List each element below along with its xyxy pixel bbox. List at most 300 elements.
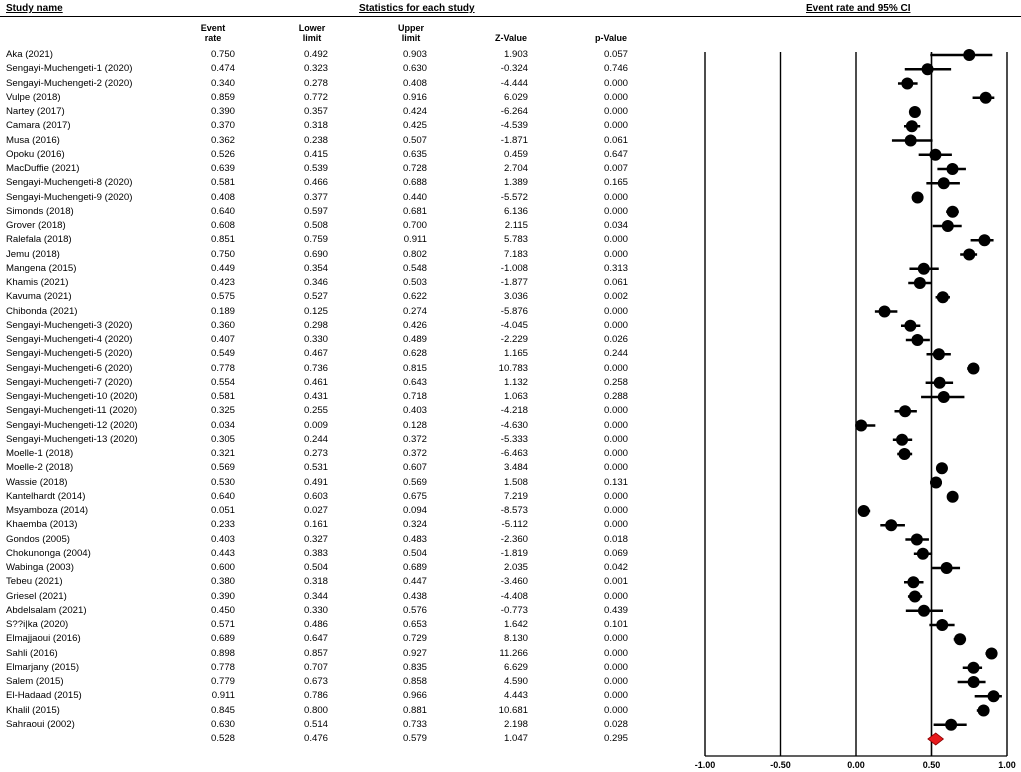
lower-limit-cell: 0.736	[303, 362, 328, 374]
upper-limit-cell: 0.681	[402, 205, 427, 217]
z-value-cell: 4.590	[503, 676, 528, 687]
lower-limit-cell: 0.327	[303, 533, 328, 545]
z-value-cell: 1.389	[503, 177, 528, 189]
study-name-cell: Sengayi-Muchengeti-7 (2020)	[6, 376, 133, 388]
upper-limit-cell: 0.548	[402, 262, 427, 274]
p-value-cell: 0.000	[603, 676, 628, 687]
study-name-cell: MacDuffie (2021)	[6, 163, 80, 174]
z-value-cell: 7.183	[503, 248, 528, 260]
upper-limit-cell: 0.903	[402, 49, 427, 60]
event-rate-cell: 0.581	[210, 391, 235, 402]
study-name-cell: Chibonda (2021)	[6, 305, 78, 317]
upper-limit-cell: 0.440	[402, 191, 427, 203]
study-name-cell: Sengayi-Muchengeti-6 (2020)	[6, 362, 133, 374]
event-rate-cell: 0.403	[210, 533, 235, 545]
z-value-cell: 2.704	[503, 163, 528, 174]
event-rate-cell: 0.600	[210, 562, 235, 573]
upper-limit-cell: 0.447	[402, 576, 427, 588]
point-estimate	[879, 306, 891, 318]
z-value-cell: -1.819	[500, 547, 528, 559]
point-estimate	[930, 477, 942, 489]
lower-limit-cell: 0.597	[303, 205, 328, 217]
z-value-cell: -4.630	[500, 419, 528, 431]
pooled-upper-limit-cell: 0.579	[402, 733, 427, 744]
event-rate-cell: 0.189	[210, 305, 235, 317]
event-rate-cell: 0.526	[210, 148, 235, 160]
z-value-cell: -1.877	[500, 277, 528, 288]
upper-limit-cell: 0.424	[402, 106, 427, 117]
z-value-cell: 1.508	[503, 476, 528, 488]
event-rate-cell: 0.750	[210, 49, 235, 60]
upper-limit-cell: 0.403	[402, 405, 427, 417]
point-estimate	[980, 92, 992, 104]
upper-limit-cell: 0.569	[402, 476, 427, 488]
study-name-cell: Opoku (2016)	[6, 148, 65, 160]
x-tick-label: -0.50	[770, 760, 791, 770]
upper-limit-cell: 0.504	[402, 547, 427, 559]
event-rate-cell: 0.911	[211, 690, 235, 702]
lower-limit-cell: 0.415	[303, 148, 328, 160]
point-estimate	[938, 391, 950, 403]
upper-limit-cell: 0.408	[402, 77, 427, 89]
event-rate-cell: 0.407	[210, 334, 235, 345]
lower-limit-cell: 0.354	[303, 262, 328, 274]
event-rate-cell: 0.423	[210, 277, 235, 288]
study-name-cell: Vulpe (2018)	[6, 91, 61, 103]
study-name-cell: Elmajjaoui (2016)	[6, 633, 81, 645]
z-value-cell: -5.333	[500, 433, 528, 445]
z-value-cell: 1.165	[503, 348, 528, 360]
event-rate-cell: 0.370	[210, 120, 235, 132]
point-estimate	[898, 448, 910, 460]
z-value-cell: 3.036	[503, 291, 528, 303]
event-rate-cell: 0.575	[210, 291, 235, 303]
col-head-event-rate: Event rate	[200, 23, 226, 43]
x-tick-label: -1.00	[694, 760, 716, 770]
pooled-p-value-cell: 0.295	[603, 733, 628, 744]
study-name-cell: Ralefala (2018)	[6, 234, 72, 246]
study-name-cell: Sahraoui (2002)	[6, 718, 75, 730]
z-value-cell: 5.783	[503, 234, 528, 246]
event-rate-cell: 0.554	[210, 376, 235, 388]
upper-limit-cell: 0.628	[402, 348, 427, 360]
upper-limit-cell: 0.733	[402, 718, 427, 730]
z-value-cell: 2.035	[503, 562, 528, 573]
lower-limit-cell: 0.027	[303, 505, 328, 516]
point-estimate	[954, 633, 966, 645]
z-value-cell: 6.136	[503, 205, 528, 217]
p-value-cell: 0.000	[603, 505, 628, 516]
study-name-cell: Simonds (2018)	[6, 205, 74, 217]
lower-limit-cell: 0.323	[303, 63, 328, 75]
event-rate-cell: 0.380	[210, 576, 235, 588]
p-value-cell: 0.439	[603, 604, 628, 616]
plot-title: Event rate and 95% CI	[806, 3, 911, 14]
p-value-cell: 0.000	[603, 405, 628, 417]
z-value-cell: 8.130	[503, 633, 528, 645]
upper-limit-cell: 0.729	[402, 633, 427, 645]
lower-limit-cell: 0.357	[303, 106, 328, 117]
z-value-cell: 2.198	[503, 718, 528, 730]
lower-limit-cell: 0.491	[303, 476, 328, 488]
point-estimate	[941, 562, 953, 574]
upper-limit-cell: 0.718	[402, 391, 427, 402]
p-value-cell: 0.000	[603, 647, 628, 659]
z-value-cell: 1.063	[503, 391, 528, 402]
p-value-cell: 0.101	[603, 619, 628, 630]
z-value-cell: 3.484	[503, 462, 528, 474]
lower-limit-cell: 0.508	[303, 220, 328, 231]
lower-limit-cell: 0.298	[303, 319, 328, 331]
p-value-cell: 0.061	[603, 134, 628, 146]
lower-limit-cell: 0.383	[303, 547, 328, 559]
study-name-cell: Khamis (2021)	[6, 277, 69, 288]
point-estimate	[936, 462, 948, 474]
point-estimate	[934, 377, 946, 389]
lower-limit-cell: 0.527	[303, 291, 328, 303]
study-name-cell: Griesel (2021)	[6, 590, 67, 602]
point-estimate	[937, 291, 949, 303]
lower-limit-cell: 0.647	[303, 633, 328, 645]
x-tick-label: 0.00	[847, 760, 865, 770]
p-value-cell: 0.244	[603, 348, 628, 360]
lower-limit-cell: 0.377	[303, 191, 328, 203]
upper-limit-cell: 0.700	[402, 220, 427, 231]
point-estimate	[858, 505, 870, 517]
statistics-header: Statistics for each study	[359, 3, 475, 14]
event-rate-cell: 0.474	[210, 63, 235, 75]
p-value-cell: 0.000	[603, 490, 628, 502]
p-value-cell: 0.001	[603, 576, 628, 588]
lower-limit-cell: 0.009	[303, 419, 328, 431]
event-rate-cell: 0.305	[210, 433, 235, 445]
point-estimate	[942, 220, 954, 232]
event-rate-cell: 0.549	[210, 348, 235, 360]
study-name-cell: Sengayi-Muchengeti-4 (2020)	[6, 334, 133, 345]
lower-limit-cell: 0.467	[303, 348, 328, 360]
upper-limit-cell: 0.489	[402, 334, 427, 345]
p-value-cell: 0.000	[603, 433, 628, 445]
point-estimate	[978, 705, 990, 717]
upper-limit-cell: 0.607	[402, 462, 427, 474]
upper-limit-cell: 0.426	[402, 319, 427, 331]
p-value-cell: 0.002	[603, 291, 628, 303]
col-head-p-value: p-Value	[594, 33, 627, 43]
p-value-cell: 0.042	[603, 562, 628, 573]
study-name-cell: Aka (2021)	[6, 49, 53, 60]
event-rate-cell: 0.630	[210, 718, 235, 730]
study-name-cell: Sengayi-Muchengeti-8 (2020)	[6, 177, 133, 189]
study-name-cell: Gondos (2005)	[6, 533, 70, 545]
point-estimate	[967, 662, 979, 674]
study-name-cell: Mangena (2015)	[6, 262, 77, 274]
p-value-cell: 0.000	[603, 462, 628, 474]
p-value-cell: 0.000	[603, 419, 628, 431]
lower-limit-cell: 0.673	[303, 676, 328, 687]
z-value-cell: 1.132	[503, 376, 528, 388]
point-estimate	[906, 120, 918, 132]
study-name-cell: Msyamboza (2014)	[6, 505, 89, 516]
upper-limit-cell: 0.643	[402, 376, 427, 388]
point-estimate	[907, 576, 919, 588]
p-value-cell: 0.000	[603, 633, 628, 645]
upper-limit-cell: 0.503	[402, 277, 427, 288]
pooled-diamond	[928, 733, 944, 745]
z-value-cell: -5.876	[500, 305, 528, 317]
upper-limit-cell: 0.372	[402, 448, 427, 459]
col-head-upper-limit: Upper limit	[397, 23, 424, 43]
point-estimate	[911, 334, 923, 346]
lower-limit-cell: 0.346	[303, 277, 328, 288]
lower-limit-cell: 0.161	[303, 519, 328, 531]
point-estimate	[914, 277, 926, 289]
upper-limit-cell: 0.438	[402, 590, 427, 602]
point-estimate	[918, 605, 930, 617]
study-name-cell: Kavuma (2021)	[6, 291, 72, 303]
point-estimate	[909, 106, 921, 118]
upper-limit-cell: 0.274	[402, 305, 427, 317]
event-rate-cell: 0.390	[210, 590, 235, 602]
event-rate-cell: 0.443	[210, 547, 235, 559]
lower-limit-cell: 0.492	[303, 49, 328, 60]
z-value-cell: -4.218	[500, 405, 528, 417]
z-value-cell: 6.029	[503, 91, 528, 103]
p-value-cell: 0.000	[603, 77, 628, 89]
upper-limit-cell: 0.688	[402, 177, 427, 189]
p-value-cell: 0.000	[603, 448, 628, 459]
p-value-cell: 0.007	[603, 163, 628, 174]
lower-limit-cell: 0.800	[303, 704, 328, 716]
p-value-cell: 0.000	[603, 704, 628, 716]
point-estimate	[933, 348, 945, 360]
point-estimate	[986, 648, 998, 660]
point-estimate	[905, 135, 917, 147]
study-name-cell: Sengayi-Muchengeti-12 (2020)	[6, 419, 138, 431]
z-value-cell: 0.459	[503, 148, 528, 160]
study-name-cell: Kantelhardt (2014)	[6, 490, 86, 502]
upper-limit-cell: 0.622	[402, 291, 427, 303]
z-value-cell: -8.573	[500, 505, 528, 516]
p-value-cell: 0.000	[603, 590, 628, 602]
study-name-cell: Moelle-2 (2018)	[6, 462, 74, 474]
lower-limit-cell: 0.857	[303, 647, 328, 659]
point-estimate	[912, 192, 924, 204]
event-rate-cell: 0.689	[210, 633, 235, 645]
upper-limit-cell: 0.911	[403, 234, 427, 246]
z-value-cell: 10.681	[498, 704, 528, 716]
study-name-cell: Sengayi-Muchengeti-9 (2020)	[6, 191, 133, 203]
x-tick-label: 1.00	[998, 760, 1016, 770]
x-tick-label: 0.50	[922, 760, 941, 770]
p-value-cell: 0.258	[603, 376, 628, 388]
p-value-cell: 0.000	[603, 120, 628, 132]
z-value-cell: -2.360	[500, 533, 528, 545]
p-value-cell: 0.000	[603, 191, 628, 203]
lower-limit-cell: 0.690	[303, 248, 328, 260]
p-value-cell: 0.069	[603, 547, 628, 559]
z-value-cell: 11.266	[499, 647, 528, 659]
upper-limit-cell: 0.094	[402, 505, 427, 516]
event-rate-cell: 0.321	[210, 448, 235, 459]
event-rate-cell: 0.859	[210, 91, 235, 103]
p-value-cell: 0.000	[603, 519, 628, 531]
upper-limit-cell: 0.372	[402, 433, 427, 445]
study-name-cell: Sengayi-Muchengeti-5 (2020)	[6, 348, 133, 360]
lower-limit-cell: 0.330	[303, 604, 328, 616]
point-estimate	[922, 63, 934, 75]
z-value-cell: -4.045	[500, 319, 528, 331]
z-value-cell: 1.903	[503, 49, 528, 60]
study-name-cell: Sengayi-Muchengeti-10 (2020)	[6, 391, 138, 402]
z-value-cell: 6.629	[503, 661, 528, 673]
event-rate-cell: 0.640	[210, 205, 235, 217]
p-value-cell: 0.000	[603, 661, 628, 673]
study-name-cell: Sahli (2016)	[6, 647, 58, 659]
p-value-cell: 0.000	[603, 205, 628, 217]
event-rate-cell: 0.581	[210, 177, 235, 189]
event-rate-cell: 0.362	[210, 134, 235, 146]
p-value-cell: 0.057	[603, 49, 628, 60]
col-head-lower-limit: Lower limit	[298, 23, 326, 43]
event-rate-cell: 0.779	[210, 676, 235, 687]
event-rate-cell: 0.608	[210, 220, 235, 231]
point-estimate	[917, 548, 929, 560]
z-value-cell: -5.112	[501, 519, 528, 531]
study-name-cell: Elmarjany (2015)	[6, 661, 80, 673]
point-estimate	[855, 420, 867, 432]
event-rate-cell: 0.450	[210, 604, 235, 616]
event-rate-cell: 0.640	[210, 490, 235, 502]
pooled-lower-limit-cell: 0.476	[303, 733, 328, 744]
p-value-cell: 0.288	[603, 391, 628, 402]
study-name-cell: Camara (2017)	[6, 120, 71, 132]
study-name-cell: Nartey (2017)	[6, 106, 65, 117]
upper-limit-cell: 0.324	[402, 519, 427, 531]
lower-limit-cell: 0.330	[303, 334, 328, 345]
upper-limit-cell: 0.653	[402, 619, 427, 630]
z-value-cell: -5.572	[500, 191, 528, 203]
lower-limit-cell: 0.238	[303, 134, 328, 146]
p-value-cell: 0.026	[603, 334, 628, 345]
point-estimate	[988, 690, 1000, 702]
event-rate-cell: 0.845	[210, 704, 235, 716]
lower-limit-cell: 0.786	[303, 690, 328, 702]
z-value-cell: -1.871	[500, 134, 528, 146]
point-estimate	[901, 78, 913, 90]
study-name-cell: Wabinga (2003)	[6, 562, 74, 573]
point-estimate	[899, 405, 911, 417]
event-rate-cell: 0.569	[210, 462, 235, 474]
p-value-cell: 0.000	[603, 106, 628, 117]
z-value-cell: -3.460	[500, 576, 528, 588]
lower-limit-cell: 0.318	[303, 120, 328, 132]
p-value-cell: 0.746	[603, 63, 628, 75]
point-estimate	[936, 619, 948, 631]
pooled-z-value-cell: 1.047	[503, 733, 528, 744]
z-value-cell: -0.773	[500, 604, 528, 616]
lower-limit-cell: 0.539	[303, 163, 328, 174]
event-rate-cell: 0.750	[210, 248, 235, 260]
z-value-cell: -2.229	[500, 334, 528, 345]
lower-limit-cell: 0.707	[303, 661, 328, 673]
z-value-cell: -4.539	[500, 120, 528, 132]
p-value-cell: 0.647	[603, 148, 628, 160]
p-value-cell: 0.000	[603, 690, 628, 702]
point-estimate	[979, 234, 991, 246]
study-name-cell: Khaemba (2013)	[6, 519, 78, 531]
lower-limit-cell: 0.531	[303, 462, 328, 474]
upper-limit-cell: 0.802	[402, 248, 427, 260]
study-name-cell: El-Hadaad (2015)	[6, 690, 82, 702]
point-estimate	[896, 434, 908, 446]
lower-limit-cell: 0.125	[303, 305, 328, 317]
z-value-cell: -6.264	[500, 106, 528, 117]
event-rate-cell: 0.449	[210, 262, 235, 274]
study-name-header: Study name	[6, 3, 63, 14]
point-estimate	[929, 149, 941, 161]
point-estimate	[885, 519, 897, 531]
lower-limit-cell: 0.344	[303, 590, 328, 602]
lower-limit-cell: 0.486	[303, 619, 328, 630]
p-value-cell: 0.018	[603, 533, 628, 545]
z-value-cell: -4.408	[500, 590, 528, 602]
p-value-cell: 0.313	[603, 262, 628, 274]
upper-limit-cell: 0.630	[402, 63, 427, 75]
event-rate-cell: 0.851	[210, 234, 235, 246]
study-name-cell: Grover (2018)	[6, 220, 66, 231]
upper-limit-cell: 0.576	[402, 604, 427, 616]
lower-limit-cell: 0.461	[303, 376, 328, 388]
z-value-cell: 4.443	[503, 690, 528, 702]
p-value-cell: 0.000	[603, 305, 628, 317]
event-rate-cell: 0.778	[210, 362, 235, 374]
upper-limit-cell: 0.916	[402, 91, 427, 103]
p-value-cell: 0.000	[603, 248, 628, 260]
event-rate-cell: 0.390	[210, 106, 235, 117]
point-estimate	[945, 719, 957, 731]
point-estimate	[909, 591, 921, 603]
study-name-cell: Sengayi-Muchengeti-13 (2020)	[6, 433, 138, 445]
point-estimate	[968, 676, 980, 688]
study-name-cell: Wassie (2018)	[6, 476, 68, 488]
upper-limit-cell: 0.881	[402, 704, 427, 716]
p-value-cell: 0.028	[603, 718, 628, 730]
p-value-cell: 0.061	[603, 277, 628, 288]
upper-limit-cell: 0.835	[402, 661, 427, 673]
upper-limit-cell: 0.483	[402, 533, 427, 545]
upper-limit-cell: 0.927	[402, 647, 427, 659]
upper-limit-cell: 0.966	[402, 690, 427, 702]
study-name-cell: Sengayi-Muchengeti-1 (2020)	[6, 63, 133, 75]
event-rate-cell: 0.325	[210, 405, 235, 417]
event-rate-cell: 0.639	[210, 163, 235, 174]
upper-limit-cell: 0.507	[402, 134, 427, 146]
lower-limit-cell: 0.514	[303, 718, 328, 730]
pooled-event-rate-cell: 0.528	[210, 733, 235, 744]
p-value-cell: 0.034	[603, 220, 628, 231]
p-value-cell: 0.165	[603, 177, 628, 189]
lower-limit-cell: 0.504	[303, 562, 328, 573]
point-estimate	[946, 163, 958, 175]
event-rate-cell: 0.898	[210, 647, 235, 659]
z-value-cell: 7.219	[503, 490, 528, 502]
z-value-cell: 10.783	[498, 362, 528, 374]
z-value-cell: -0.324	[500, 63, 528, 75]
lower-limit-cell: 0.273	[303, 448, 328, 459]
upper-limit-cell: 0.815	[402, 362, 427, 374]
z-value-cell: -1.008	[500, 262, 528, 274]
study-name-cell: Abdelsalam (2021)	[6, 604, 87, 616]
